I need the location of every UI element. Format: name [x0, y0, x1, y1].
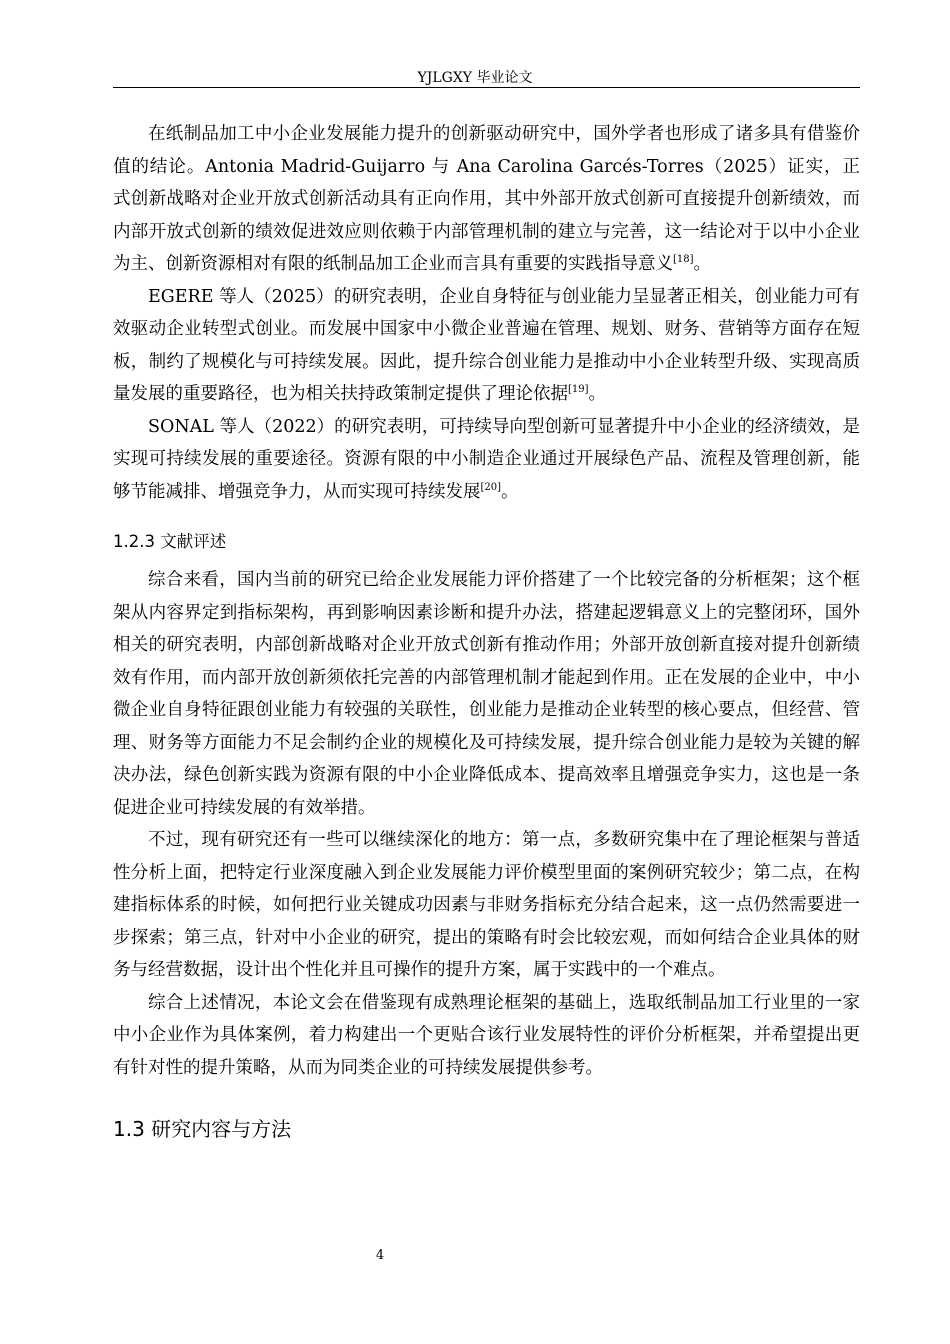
paragraph-tail: 。	[588, 384, 607, 404]
paragraph-foreign-research-1	[113, 118, 860, 281]
section-heading-research-content: 1.3 研究内容与方法	[113, 1117, 292, 1141]
paragraph-review-1: 综合来看，国内当前的研究已给企业发展能力评价搭建了一个比较完备的分析框架；这个框架从内容界定到指标架构，再到影响因素诊断和提升办法，搭建起逻辑意义上的完整闭环，国外相关的研究表明，内部创新战略对企业开放式创新有推动作用；外部开放创新直接对提升创新绩效有作用，而内部开放创新须依托完善的内部管理机制才能起到作用。正在发展的企业中，中小微企业自身特征跟创业能力有较强的关联性，创业能力是推动企业转型的核心要点，但经营、管理、财务等方面能力不足会制约企业的规模化及可持续发展，提升综合创业能力是较为关键的解决办法，绿色创新实践为资源有限的中小企业降低成本、提高效率且增强竞争实力，这也是一条促进企业可持续发展的有效举措。	[113, 570, 860, 818]
section-heading-literature-review: 1.2.3 文献评述	[113, 532, 227, 551]
paragraph-foreign-research-2	[113, 281, 860, 411]
citation-ref: [19]	[568, 384, 589, 395]
citation-ref: [20]	[480, 481, 502, 493]
paragraph-text: EGERE 等人（2025）的研究表明，企业自身特征与创业能力呈显著正相关，创业能力可有效驱动企业转型式创业。而发展中国家中小微企业普遍在管理、规划、财务、营销等方面存在短板，制约了规模化与可持续发展。因此，提升综合创业能力是推动中小企业转型升级、实现高质量发展的重要路径，也为相关扶持政策制定提供了理论依据	[113, 286, 860, 404]
paragraph-review-2: 不过，现有研究还有一些可以继续深化的地方：第一点，多数研究集中在了理论框架与普适性分析上面，把特定行业深度融入到企业发展能力评价模型里面的案例研究较少；第二点，在构建指标体系的时候，如何把行业关键成功因素与非财务指标充分结合起来，这一点仍然需要进一步探索；第三点，针对中小企业的研究，提出的策略有时会比较宏观，而如何结合企业具体的财务与经营数据，设计出个性化并且可操作的提升方案，属于实践中的一个难点。	[113, 830, 860, 980]
header-rule	[113, 87, 860, 88]
paragraph-tail: 。	[693, 254, 712, 274]
paragraph-foreign-research-3	[113, 411, 860, 509]
paragraph-tail: 。	[501, 481, 519, 502]
page-number: 4	[375, 1248, 385, 1263]
citation-ref: [18]	[673, 254, 694, 265]
running-header: YJLGXY 毕业论文	[417, 70, 533, 86]
body-content	[113, 118, 860, 1144]
paragraph-review-3: 综合上述情况，本论文会在借鉴现有成熟理论框架的基础上，选取纸制品加工行业里的一家中小企业作为具体案例，着力构建出一个更贴合该行业发展特性的评价分析框架，并希望提出更有针对性的提升策略，从而为同类企业的可持续发展提供参考。	[113, 992, 860, 1078]
paragraph-text: SONAL 等人（2022）的研究表明，可持续导向型创新可显著提升中小企业的经济绩效，是实现可持续发展的重要途径。资源有限的中小制造企业通过开展绿色产品、流程及管理创新，能够节能减排、增强竞争力，从而实现可持续发展	[113, 416, 860, 502]
paragraph-text: 在纸制品加工中小企业发展能力提升的创新驱动研究中，国外学者也形成了诸多具有借鉴价值的结论。Antonia Madrid-Guijarro 与 Ana Carolina Garcés-Torres（2025）证实，正式创新战略对企业开放式创新活动具有正向作用，其中外部开放式创新可直接提升创新绩效，而内部开放式创新的绩效促进效应则依赖于内部管理机制的建立与完善，这一结论对于以中小企业为主、创新资源相对有限的纸制品加工企业而言具有重要的实践指导意义	[113, 124, 860, 274]
